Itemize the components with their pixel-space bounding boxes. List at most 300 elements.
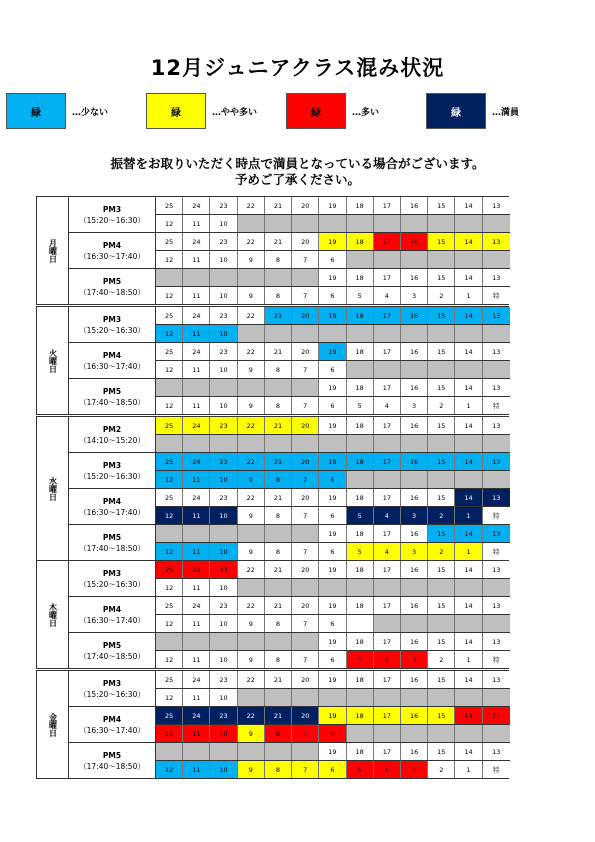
level-cell: 11 <box>183 761 210 778</box>
level-cell: 19 <box>319 417 346 434</box>
slot-name: PM4 <box>102 496 122 506</box>
level-cell: 6 <box>319 543 346 560</box>
level-cell: 19 <box>319 743 346 760</box>
level-cell <box>319 325 346 342</box>
level-cell: 18 <box>347 597 374 614</box>
class-slot <box>69 596 510 632</box>
level-cell: 12 <box>156 215 183 232</box>
level-cell: 17 <box>374 597 401 614</box>
level-cell <box>401 361 428 378</box>
level-cell: 特 <box>483 507 510 524</box>
level-cell: 1 <box>455 761 482 778</box>
level-cell: 14 <box>455 525 482 542</box>
level-cell: 8 <box>265 725 292 742</box>
level-cell <box>238 269 265 286</box>
level-cell: 15 <box>428 707 455 724</box>
level-cell <box>238 689 265 706</box>
level-cell <box>347 579 374 596</box>
level-cell: 22 <box>238 197 265 214</box>
class-slot <box>69 378 510 414</box>
level-cell: 特 <box>483 397 510 414</box>
level-cell: 21 <box>265 343 292 360</box>
level-cell: 18 <box>347 453 374 470</box>
level-cell <box>347 325 374 342</box>
level-cell: 2 <box>428 397 455 414</box>
class-slot <box>69 452 510 488</box>
class-slot <box>69 561 510 596</box>
level-cell: 22 <box>238 597 265 614</box>
table-row <box>156 671 510 688</box>
level-cell: 15 <box>428 489 455 506</box>
level-cell: 18 <box>347 671 374 688</box>
level-cell: 18 <box>347 633 374 650</box>
level-cell: 7 <box>292 615 319 632</box>
level-cell: 16 <box>401 233 428 250</box>
level-cell <box>265 689 292 706</box>
class-slot <box>69 524 510 560</box>
slot-label <box>69 597 155 632</box>
level-cell: 17 <box>374 343 401 360</box>
slot-name: PM2 <box>102 424 122 434</box>
table-row <box>156 707 510 724</box>
level-cell: 9 <box>238 471 265 488</box>
level-cell: 22 <box>238 307 265 324</box>
notice <box>0 156 595 188</box>
level-cell: 21 <box>265 233 292 250</box>
class-slot <box>69 488 510 524</box>
level-cell: 4 <box>374 287 401 304</box>
level-cell: 17 <box>374 379 401 396</box>
level-cell: 18 <box>347 707 374 724</box>
level-cell: 1 <box>455 651 482 668</box>
day-slots <box>69 417 510 560</box>
level-cell <box>428 215 455 232</box>
level-cell <box>156 525 183 542</box>
level-cell <box>428 725 455 742</box>
legend-item-somewhat-many <box>146 93 278 129</box>
level-cell: 21 <box>265 707 292 724</box>
level-cell: 3 <box>401 761 428 778</box>
level-cell <box>265 579 292 596</box>
level-cell: 特 <box>483 543 510 560</box>
level-cell: 12 <box>156 287 183 304</box>
level-cell: 6 <box>319 507 346 524</box>
level-cell: 23 <box>210 233 237 250</box>
level-cell: 2 <box>428 651 455 668</box>
level-cell <box>374 361 401 378</box>
level-cell <box>238 435 265 452</box>
legend-label-full: …満員 <box>492 107 520 118</box>
level-cell: 7 <box>292 543 319 560</box>
level-cell: 7 <box>292 507 319 524</box>
level-cell: 13 <box>483 307 510 324</box>
table-row <box>156 506 510 524</box>
level-cell <box>374 325 401 342</box>
level-cell <box>483 579 510 596</box>
level-grid <box>155 453 510 488</box>
level-cell: 9 <box>238 251 265 268</box>
level-cell: 14 <box>455 707 482 724</box>
level-cell: 20 <box>292 671 319 688</box>
level-cell: 17 <box>374 561 401 578</box>
level-cell: 14 <box>455 561 482 578</box>
level-cell: 18 <box>347 343 374 360</box>
level-cell: 16 <box>401 489 428 506</box>
level-cell <box>238 379 265 396</box>
slot-time: （15:20～16:30） <box>79 325 145 335</box>
table-row <box>156 379 510 396</box>
level-cell <box>183 633 210 650</box>
level-cell: 17 <box>374 633 401 650</box>
level-cell: 17 <box>374 197 401 214</box>
level-cell <box>483 725 510 742</box>
level-cell: 11 <box>183 251 210 268</box>
level-cell: 19 <box>319 269 346 286</box>
level-grid <box>155 233 510 268</box>
day-name: 金曜日 <box>37 671 69 778</box>
slot-time: （16:30～17:40） <box>79 725 145 735</box>
level-cell: 5 <box>347 507 374 524</box>
level-cell: 16 <box>401 561 428 578</box>
level-cell: 25 <box>156 489 183 506</box>
level-cell: 9 <box>238 507 265 524</box>
slot-time: （16:30～17:40） <box>79 251 145 261</box>
level-cell: 16 <box>401 197 428 214</box>
level-cell <box>401 471 428 488</box>
level-cell: 21 <box>265 307 292 324</box>
level-cell: 1 <box>455 543 482 560</box>
level-cell: 5 <box>347 651 374 668</box>
level-grid <box>155 597 510 632</box>
level-cell: 18 <box>347 197 374 214</box>
level-cell: 17 <box>374 453 401 470</box>
level-cell: 16 <box>401 379 428 396</box>
level-cell: 11 <box>183 507 210 524</box>
level-cell: 3 <box>401 397 428 414</box>
table-row <box>156 197 510 214</box>
level-cell: 15 <box>428 561 455 578</box>
table-row <box>156 597 510 614</box>
level-cell <box>265 269 292 286</box>
slot-name: PM4 <box>102 604 122 614</box>
level-cell <box>428 251 455 268</box>
legend-swatch-blue: 緑 <box>6 93 66 129</box>
level-cell: 25 <box>156 453 183 470</box>
level-cell: 13 <box>483 269 510 286</box>
level-cell: 7 <box>292 761 319 778</box>
level-cell: 1 <box>455 397 482 414</box>
level-cell <box>455 251 482 268</box>
slot-label <box>69 307 155 342</box>
level-cell: 25 <box>156 197 183 214</box>
slot-label <box>69 233 155 268</box>
table-row <box>156 417 510 434</box>
level-cell: 24 <box>183 707 210 724</box>
level-cell: 25 <box>156 561 183 578</box>
level-cell: 4 <box>374 543 401 560</box>
slot-time: （17:40～18:50） <box>79 543 145 553</box>
level-cell: 24 <box>183 671 210 688</box>
level-cell: 18 <box>347 525 374 542</box>
level-cell: 15 <box>428 525 455 542</box>
level-cell: 24 <box>183 597 210 614</box>
class-slot <box>69 417 510 452</box>
level-cell: 19 <box>319 453 346 470</box>
level-cell: 12 <box>156 325 183 342</box>
day-name: 月曜日 <box>37 197 69 304</box>
level-cell: 17 <box>374 269 401 286</box>
slot-name: PM3 <box>102 568 122 578</box>
level-cell <box>156 743 183 760</box>
level-cell: 23 <box>210 707 237 724</box>
level-cell: 13 <box>483 671 510 688</box>
level-cell <box>374 579 401 596</box>
level-cell: 17 <box>374 671 401 688</box>
legend-swatch-yellow: 緑 <box>146 93 206 129</box>
slot-label <box>69 379 155 414</box>
level-cell <box>183 269 210 286</box>
table-row <box>156 650 510 668</box>
level-cell: 21 <box>265 597 292 614</box>
level-cell: 11 <box>183 615 210 632</box>
level-cell: 16 <box>401 453 428 470</box>
level-cell: 6 <box>319 287 346 304</box>
level-cell: 22 <box>238 453 265 470</box>
level-cell: 16 <box>401 743 428 760</box>
level-grid <box>155 489 510 524</box>
level-cell: 3 <box>401 543 428 560</box>
level-cell: 6 <box>319 651 346 668</box>
level-cell: 10 <box>210 471 237 488</box>
level-cell <box>156 269 183 286</box>
level-cell: 13 <box>483 453 510 470</box>
level-cell: 9 <box>238 397 265 414</box>
level-cell: 6 <box>319 471 346 488</box>
level-cell: 25 <box>156 417 183 434</box>
slot-name: PM3 <box>102 678 122 688</box>
level-cell <box>401 689 428 706</box>
level-cell: 5 <box>347 761 374 778</box>
level-cell <box>156 435 183 452</box>
level-cell: 2 <box>428 287 455 304</box>
level-cell <box>265 325 292 342</box>
table-row <box>156 724 510 742</box>
level-cell: 17 <box>374 417 401 434</box>
level-cell: 14 <box>455 417 482 434</box>
level-cell <box>455 361 482 378</box>
table-row <box>156 614 510 632</box>
day-block <box>36 306 509 415</box>
slot-label <box>69 269 155 304</box>
day-slots <box>69 671 510 778</box>
level-cell: 特 <box>483 761 510 778</box>
level-cell: 15 <box>428 671 455 688</box>
page-title: 12月ジュニアクラス混み状況 <box>150 56 445 80</box>
level-cell: 16 <box>401 597 428 614</box>
level-cell <box>265 525 292 542</box>
level-cell: 11 <box>183 651 210 668</box>
class-slot <box>69 671 510 706</box>
level-cell: 11 <box>183 579 210 596</box>
level-cell <box>238 633 265 650</box>
slot-label <box>69 453 155 488</box>
level-cell: 15 <box>428 233 455 250</box>
table-row <box>156 561 510 578</box>
table-row <box>156 286 510 304</box>
level-cell <box>483 615 510 632</box>
level-cell: 7 <box>292 361 319 378</box>
table-row <box>156 214 510 232</box>
level-cell <box>455 725 482 742</box>
notice-line-1: 振替をお取りいただく時点で満員となっている場合がございます。 <box>110 156 485 171</box>
level-cell <box>347 361 374 378</box>
level-cell: 13 <box>483 343 510 360</box>
level-cell: 24 <box>183 343 210 360</box>
level-cell <box>210 379 237 396</box>
level-grid <box>155 343 510 378</box>
level-cell <box>210 743 237 760</box>
slot-name: PM3 <box>102 204 122 214</box>
level-cell: 13 <box>483 743 510 760</box>
level-cell: 24 <box>183 197 210 214</box>
level-cell: 23 <box>210 197 237 214</box>
level-cell: 24 <box>183 489 210 506</box>
level-cell: 14 <box>455 379 482 396</box>
level-cell: 7 <box>292 397 319 414</box>
level-cell: 11 <box>183 689 210 706</box>
level-cell: 20 <box>292 597 319 614</box>
level-cell: 16 <box>401 525 428 542</box>
slot-name: PM5 <box>102 750 122 760</box>
level-cell <box>265 435 292 452</box>
level-cell <box>455 215 482 232</box>
level-cell: 3 <box>401 287 428 304</box>
level-cell: 15 <box>428 197 455 214</box>
level-cell: 22 <box>238 671 265 688</box>
legend-swatch-navy: 緑 <box>426 93 486 129</box>
level-cell: 14 <box>455 489 482 506</box>
level-cell: 10 <box>210 361 237 378</box>
level-cell: 1 <box>455 287 482 304</box>
level-cell: 10 <box>210 543 237 560</box>
level-cell: 15 <box>428 379 455 396</box>
level-cell <box>183 743 210 760</box>
slot-label <box>69 671 155 706</box>
day-slots <box>69 197 510 304</box>
level-cell <box>265 743 292 760</box>
level-cell: 4 <box>374 651 401 668</box>
level-cell: 25 <box>156 233 183 250</box>
level-grid <box>155 197 510 232</box>
level-cell <box>455 579 482 596</box>
level-cell: 7 <box>292 725 319 742</box>
level-cell <box>292 525 319 542</box>
day-slots <box>69 307 510 414</box>
level-cell <box>401 615 428 632</box>
level-cell: 14 <box>455 307 482 324</box>
level-cell <box>238 215 265 232</box>
slot-time: （15:20～16:30） <box>79 689 145 699</box>
level-grid <box>155 525 510 560</box>
level-cell: 14 <box>455 343 482 360</box>
day-slots <box>69 561 510 668</box>
level-cell: 21 <box>265 671 292 688</box>
level-cell <box>347 215 374 232</box>
legend-item-full <box>426 93 558 129</box>
level-cell: 22 <box>238 417 265 434</box>
level-cell <box>156 379 183 396</box>
level-cell: 17 <box>374 525 401 542</box>
level-cell <box>156 633 183 650</box>
legend-label-few: …少ない <box>72 107 109 118</box>
level-cell: 11 <box>183 215 210 232</box>
level-grid <box>155 633 510 668</box>
level-cell: 7 <box>292 651 319 668</box>
level-cell: 16 <box>401 307 428 324</box>
legend-item-many <box>286 93 418 129</box>
notice-line-2: 予めご了承ください。 <box>234 172 360 187</box>
level-cell: 18 <box>347 307 374 324</box>
table-row <box>156 453 510 470</box>
level-cell <box>183 525 210 542</box>
slot-name: PM5 <box>102 276 122 286</box>
level-grid <box>155 417 510 452</box>
level-cell: 17 <box>374 707 401 724</box>
level-cell: 20 <box>292 343 319 360</box>
level-cell: 11 <box>183 287 210 304</box>
level-cell: 24 <box>183 233 210 250</box>
level-cell: 8 <box>265 507 292 524</box>
level-cell: 19 <box>319 525 346 542</box>
level-cell <box>265 379 292 396</box>
level-cell: 14 <box>455 671 482 688</box>
level-cell: 17 <box>374 307 401 324</box>
level-cell: 10 <box>210 579 237 596</box>
level-cell: 6 <box>319 725 346 742</box>
day-name: 水曜日 <box>37 417 69 560</box>
level-cell: 9 <box>238 761 265 778</box>
class-slot <box>69 197 510 232</box>
day-block <box>36 670 509 779</box>
level-cell: 4 <box>374 397 401 414</box>
level-cell <box>292 689 319 706</box>
level-cell: 13 <box>483 525 510 542</box>
level-cell <box>374 689 401 706</box>
level-cell: 18 <box>347 269 374 286</box>
level-cell: 13 <box>483 597 510 614</box>
level-cell: 18 <box>347 379 374 396</box>
level-grid <box>155 707 510 742</box>
level-cell: 15 <box>428 269 455 286</box>
level-cell: 21 <box>265 417 292 434</box>
level-cell: 18 <box>347 489 374 506</box>
level-cell: 12 <box>156 651 183 668</box>
level-cell <box>455 325 482 342</box>
level-cell: 8 <box>265 543 292 560</box>
level-cell <box>401 435 428 452</box>
level-cell: 14 <box>455 269 482 286</box>
level-cell <box>428 361 455 378</box>
level-cell: 21 <box>265 453 292 470</box>
level-cell: 3 <box>401 651 428 668</box>
level-cell <box>319 215 346 232</box>
level-cell: 13 <box>483 233 510 250</box>
level-cell <box>374 615 401 632</box>
level-cell: 12 <box>156 471 183 488</box>
table-row <box>156 307 510 324</box>
table-row <box>156 633 510 650</box>
level-cell: 22 <box>238 561 265 578</box>
